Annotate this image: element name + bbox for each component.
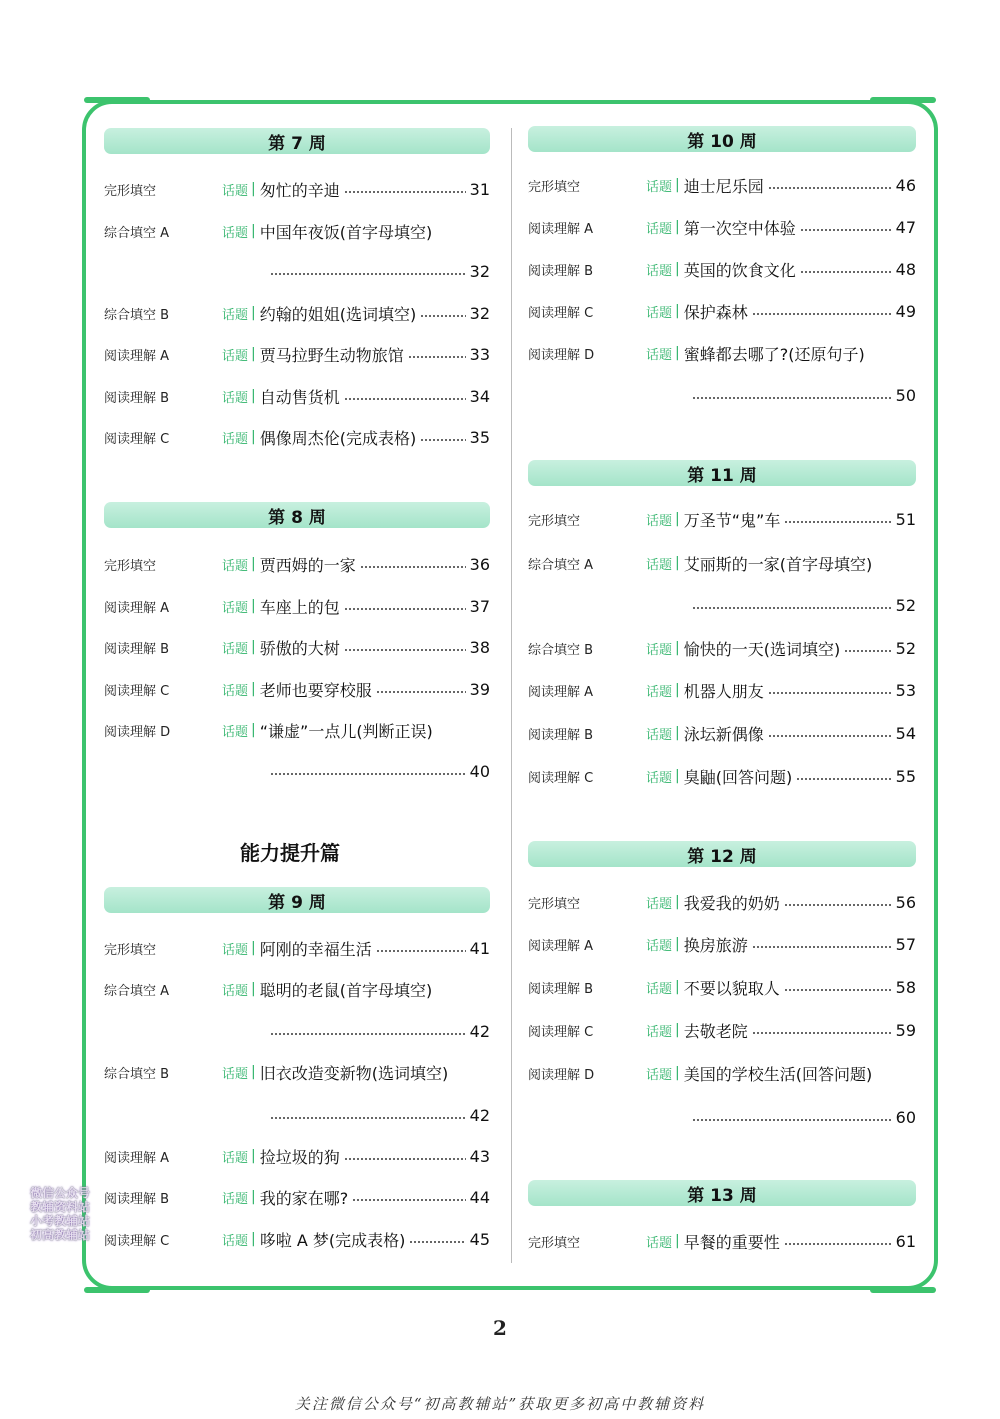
entry-title: 第一次空中体验 xyxy=(683,218,796,238)
page-ref: 41 xyxy=(469,938,490,958)
topic-tag: 话题 xyxy=(222,1191,249,1207)
page-ref: 49 xyxy=(895,301,916,321)
tag-separator: | xyxy=(675,979,680,995)
entry-title: 自动售货机 xyxy=(259,387,340,407)
entry-title: 去敬老院 xyxy=(683,1021,748,1041)
toc-entry xyxy=(528,1060,916,1086)
column-divider xyxy=(511,128,512,1263)
page-ref: 44 xyxy=(469,1187,490,1207)
tag-separator: | xyxy=(675,261,680,277)
toc-entry xyxy=(528,635,916,661)
page-ref: 60 xyxy=(895,1107,916,1127)
tag-separator: | xyxy=(251,1231,256,1247)
week-7-header xyxy=(104,128,490,154)
toc-entry xyxy=(528,677,916,703)
week-11-header xyxy=(528,460,916,486)
topic-tag: 话题 xyxy=(646,938,673,954)
toc-entry xyxy=(528,720,916,746)
section-title: 能力提升篇 xyxy=(240,841,340,865)
topic-tag: 话题 xyxy=(646,513,673,529)
exercise-type: 完形填空 xyxy=(528,1235,581,1251)
toc-entry xyxy=(528,974,916,1000)
topic-tag: 话题 xyxy=(646,727,673,743)
exercise-type: 阅读理解 C xyxy=(104,431,170,447)
entry-title: 万圣节“鬼”车 xyxy=(683,510,781,530)
exercise-type: 阅读理解 B xyxy=(528,981,594,997)
entry-title: 旧衣改造变新物(选词填空) xyxy=(259,1063,449,1083)
topic-tag: 话题 xyxy=(646,1024,673,1040)
tag-separator: | xyxy=(675,894,680,910)
toc-entry xyxy=(104,341,490,367)
exercise-type: 阅读理解 B xyxy=(104,390,170,406)
entry-title: 换房旅游 xyxy=(683,935,748,955)
entry-title: 不要以貌取人 xyxy=(683,978,780,998)
leader-dots xyxy=(376,950,466,952)
leader-dots xyxy=(344,398,466,400)
topic-tag: 话题 xyxy=(222,183,249,199)
entry-title: 愉快的一天(选词填空) xyxy=(683,639,841,659)
tag-separator: | xyxy=(675,219,680,235)
page-ref: 39 xyxy=(469,679,490,699)
exercise-type: 阅读理解 C xyxy=(528,1024,594,1040)
leader-dots xyxy=(270,273,466,275)
toc-entry xyxy=(528,1017,916,1043)
entry-title: 约翰的姐姐(选词填空) xyxy=(259,304,417,324)
page-ref: 52 xyxy=(895,595,916,615)
toc-entry xyxy=(104,935,490,961)
toc-entry xyxy=(104,424,490,450)
exercise-type: 阅读理解 B xyxy=(528,727,594,743)
tag-separator: | xyxy=(251,639,256,655)
page-ref: 31 xyxy=(469,179,490,199)
page-ref: 42 xyxy=(469,1021,490,1041)
toc-entry xyxy=(528,256,916,282)
toc-entry xyxy=(528,298,916,324)
leader-dots xyxy=(409,1241,465,1243)
page-ref: 47 xyxy=(895,217,916,237)
entry-title: 保护森林 xyxy=(683,302,748,322)
toc-entry xyxy=(104,1059,490,1085)
toc-entry xyxy=(528,931,916,957)
leader-dots xyxy=(420,439,465,441)
toc-entry xyxy=(104,300,490,326)
tag-separator: | xyxy=(251,181,256,197)
entry-title: 泳坛新偶像 xyxy=(683,724,764,744)
toc-entry xyxy=(104,1184,490,1210)
toc-entry xyxy=(104,593,490,619)
leader-dots xyxy=(784,904,892,906)
toc-entry xyxy=(104,176,490,202)
exercise-type: 阅读理解 A xyxy=(528,684,594,700)
page-ref: 45 xyxy=(469,1229,490,1249)
entry-title: 阿刚的幸福生活 xyxy=(259,939,372,959)
page-ref: 34 xyxy=(469,386,490,406)
tag-separator: | xyxy=(251,722,256,738)
tag-separator: | xyxy=(675,555,680,571)
topic-tag: 话题 xyxy=(646,1235,673,1251)
exercise-type: 阅读理解 C xyxy=(528,305,594,321)
tag-separator: | xyxy=(675,177,680,193)
page-ref: 33 xyxy=(469,344,490,364)
entry-title: 骄傲的大树 xyxy=(259,638,340,658)
toc-entry xyxy=(528,172,916,198)
toc-entry xyxy=(528,550,916,576)
toc-entry xyxy=(528,1228,916,1254)
leader-dots xyxy=(800,229,892,231)
week-10-header xyxy=(528,126,916,152)
topic-tag: 话题 xyxy=(222,683,249,699)
entry-title: 艾丽斯的一家(首字母填空) xyxy=(683,554,873,574)
tag-separator: | xyxy=(675,936,680,952)
tag-separator: | xyxy=(251,429,256,445)
topic-tag: 话题 xyxy=(222,1233,249,1249)
tag-separator: | xyxy=(251,223,256,239)
topic-tag: 话题 xyxy=(222,431,249,447)
page-ref: 36 xyxy=(469,554,490,574)
topic-tag: 话题 xyxy=(222,600,249,616)
entry-title: 我的家在哪? xyxy=(259,1188,349,1208)
exercise-type: 完形填空 xyxy=(528,896,581,912)
footer-note: 关注微信公众号“初高教辅站”获取更多初高中教辅资料 xyxy=(294,1395,706,1413)
toc-entry-continuation xyxy=(270,1102,490,1128)
topic-tag: 话题 xyxy=(222,942,249,958)
leader-dots xyxy=(768,692,892,694)
page-ref: 59 xyxy=(895,1020,916,1040)
topic-tag: 话题 xyxy=(646,263,673,279)
leader-dots xyxy=(768,187,892,189)
leader-dots xyxy=(796,778,891,780)
week-8-header xyxy=(104,502,490,528)
topic-tag: 话题 xyxy=(222,348,249,364)
exercise-type: 完形填空 xyxy=(528,513,581,529)
exercise-type: 完形填空 xyxy=(104,183,157,199)
page-ref: 56 xyxy=(895,892,916,912)
entry-title: 机器人朋友 xyxy=(683,681,764,701)
entry-title: 美国的学校生活(回答问题) xyxy=(683,1064,873,1084)
topic-tag: 话题 xyxy=(646,347,673,363)
tag-separator: | xyxy=(251,346,256,362)
page-ref: 35 xyxy=(469,427,490,447)
tag-separator: | xyxy=(251,1189,256,1205)
tag-separator: | xyxy=(251,681,256,697)
leader-dots xyxy=(344,191,466,193)
week-9-header xyxy=(104,887,490,913)
page-ref: 48 xyxy=(895,259,916,279)
topic-tag: 话题 xyxy=(222,724,249,740)
tag-separator: | xyxy=(675,1065,680,1081)
tag-separator: | xyxy=(675,303,680,319)
topic-tag: 话题 xyxy=(646,981,673,997)
leader-dots xyxy=(768,735,892,737)
toc-entry xyxy=(104,551,490,577)
week-8-label: 第 8 周 xyxy=(268,507,326,528)
right-column xyxy=(528,0,916,1419)
topic-tag: 话题 xyxy=(646,305,673,321)
tag-separator: | xyxy=(251,598,256,614)
page-ref: 40 xyxy=(469,761,490,781)
topic-tag: 话题 xyxy=(222,1150,249,1166)
leader-dots xyxy=(784,521,891,523)
leader-dots xyxy=(752,946,892,948)
toc-entry-continuation xyxy=(692,592,916,618)
week-10-label: 第 10 周 xyxy=(687,131,757,152)
leader-dots xyxy=(784,1243,892,1245)
tag-separator: | xyxy=(675,1233,680,1249)
exercise-type: 阅读理解 C xyxy=(528,770,594,786)
leader-dots xyxy=(420,315,465,317)
leader-dots xyxy=(270,1033,466,1035)
leader-dots xyxy=(752,313,892,315)
page-ref: 54 xyxy=(895,723,916,743)
leader-dots xyxy=(692,1119,892,1121)
leader-dots xyxy=(800,271,892,273)
exercise-type: 综合填空 A xyxy=(104,225,170,241)
topic-tag: 话题 xyxy=(222,225,249,241)
week-12-header xyxy=(528,841,916,867)
leader-dots xyxy=(692,397,892,399)
tag-separator: | xyxy=(251,981,256,997)
page-ref: 46 xyxy=(895,175,916,195)
tag-separator: | xyxy=(251,388,256,404)
week-9-label: 第 9 周 xyxy=(268,892,326,913)
page-ref: 32 xyxy=(469,261,490,281)
toc-entry xyxy=(104,634,490,660)
toc-entry xyxy=(104,717,490,743)
exercise-type: 阅读理解 A xyxy=(528,221,594,237)
page-ref: 53 xyxy=(895,680,916,700)
entry-title: 车座上的包 xyxy=(259,597,340,617)
exercise-type: 阅读理解 C xyxy=(104,1233,170,1249)
left-column xyxy=(104,0,490,1419)
leader-dots xyxy=(408,356,466,358)
leader-dots xyxy=(360,566,466,568)
toc-entry xyxy=(104,676,490,702)
page-ref: 52 xyxy=(895,638,916,658)
toc-entry xyxy=(528,214,916,240)
toc-entry xyxy=(104,1143,490,1169)
exercise-type: 综合填空 A xyxy=(528,557,594,573)
tag-separator: | xyxy=(675,640,680,656)
exercise-type: 阅读理解 A xyxy=(104,1150,170,1166)
tag-separator: | xyxy=(675,345,680,361)
exercise-type: 综合填空 B xyxy=(104,1066,170,1082)
leader-dots xyxy=(844,650,891,652)
toc-entry-continuation xyxy=(270,758,490,784)
page-ref: 38 xyxy=(469,637,490,657)
toc-entry-continuation xyxy=(270,1018,490,1044)
tag-separator: | xyxy=(675,511,680,527)
week-13-label: 第 13 周 xyxy=(687,1185,757,1206)
week-13-header xyxy=(528,1180,916,1206)
entry-title: 中国年夜饭(首字母填空) xyxy=(259,222,433,242)
entry-title: 贾马拉野生动物旅馆 xyxy=(259,345,404,365)
topic-tag: 话题 xyxy=(222,1066,249,1082)
toc-entry xyxy=(104,218,490,244)
entry-title: “谦虚”一点儿(判断正误) xyxy=(259,721,433,741)
toc-entry xyxy=(528,763,916,789)
topic-tag: 话题 xyxy=(646,684,673,700)
tag-separator: | xyxy=(251,556,256,572)
toc-entry-continuation xyxy=(270,258,490,284)
entry-title: 早餐的重要性 xyxy=(683,1232,780,1252)
toc-entry-continuation xyxy=(692,1104,916,1130)
tag-separator: | xyxy=(251,1148,256,1164)
entry-title: 英国的饮食文化 xyxy=(683,260,796,280)
page-ref: 50 xyxy=(895,385,916,405)
exercise-type: 完形填空 xyxy=(104,558,157,574)
topic-tag: 话题 xyxy=(222,641,249,657)
entry-title: 捡垃圾的狗 xyxy=(259,1147,340,1167)
tag-separator: | xyxy=(675,682,680,698)
leader-dots xyxy=(344,608,466,610)
toc-entry xyxy=(104,383,490,409)
exercise-type: 阅读理解 B xyxy=(528,263,594,279)
entry-title: 我爱我的奶奶 xyxy=(683,893,780,913)
leader-dots xyxy=(344,649,466,651)
topic-tag: 话题 xyxy=(646,770,673,786)
topic-tag: 话题 xyxy=(222,558,249,574)
tag-separator: | xyxy=(675,725,680,741)
topic-tag: 话题 xyxy=(646,221,673,237)
topic-tag: 话题 xyxy=(222,983,249,999)
leader-dots xyxy=(270,1117,466,1119)
page-ref: 55 xyxy=(895,766,916,786)
exercise-type: 阅读理解 B xyxy=(104,641,170,657)
entry-title: 偶像周杰伦(完成表格) xyxy=(259,428,417,448)
exercise-type: 阅读理解 C xyxy=(104,683,170,699)
entry-title: 迪士尼乐园 xyxy=(683,176,764,196)
toc-entry xyxy=(528,340,916,366)
leader-dots xyxy=(376,691,466,693)
leader-dots xyxy=(344,1158,466,1160)
tag-separator: | xyxy=(675,768,680,784)
exercise-type: 综合填空 B xyxy=(528,642,594,658)
leader-dots xyxy=(752,1032,892,1034)
entry-title: 哆啦 A 梦(完成表格) xyxy=(259,1230,406,1250)
topic-tag: 话题 xyxy=(646,179,673,195)
topic-tag: 话题 xyxy=(646,642,673,658)
exercise-type: 阅读理解 D xyxy=(528,347,595,363)
watermark: 微信公众号 教辅资料站 小考教辅站 初高教辅站 xyxy=(30,1186,91,1242)
page-ref: 37 xyxy=(469,596,490,616)
leader-dots xyxy=(352,1199,465,1201)
week-11-label: 第 11 周 xyxy=(687,465,757,486)
exercise-type: 阅读理解 A xyxy=(104,348,170,364)
toc-entry-continuation xyxy=(692,382,916,408)
topic-tag: 话题 xyxy=(646,896,673,912)
page-ref: 42 xyxy=(469,1105,490,1125)
entry-title: 臭鼬(回答问题) xyxy=(683,767,793,787)
leader-dots xyxy=(784,989,892,991)
tag-separator: | xyxy=(251,940,256,956)
exercise-type: 阅读理解 D xyxy=(528,1067,595,1083)
exercise-type: 阅读理解 A xyxy=(528,938,594,954)
page-ref: 43 xyxy=(469,1146,490,1166)
leader-dots xyxy=(270,773,466,775)
exercise-type: 完形填空 xyxy=(104,942,157,958)
exercise-type: 阅读理解 A xyxy=(104,600,170,616)
page-number: 2 xyxy=(493,1316,507,1340)
page-ref: 51 xyxy=(895,509,916,529)
toc-entry xyxy=(528,506,916,532)
exercise-type: 综合填空 B xyxy=(104,307,170,323)
toc-entry xyxy=(528,889,916,915)
tag-separator: | xyxy=(251,1064,256,1080)
topic-tag: 话题 xyxy=(646,557,673,573)
exercise-type: 完形填空 xyxy=(528,179,581,195)
page-ref: 32 xyxy=(469,303,490,323)
week-12-label: 第 12 周 xyxy=(687,846,757,867)
page-ref: 57 xyxy=(895,934,916,954)
topic-tag: 话题 xyxy=(222,307,249,323)
exercise-type: 阅读理解 D xyxy=(104,724,171,740)
entry-title: 匆忙的辛迪 xyxy=(259,180,340,200)
page-ref: 61 xyxy=(895,1231,916,1251)
entry-title: 老师也要穿校服 xyxy=(259,680,372,700)
entry-title: 聪明的老鼠(首字母填空) xyxy=(259,980,433,1000)
exercise-type: 综合填空 A xyxy=(104,983,170,999)
topic-tag: 话题 xyxy=(646,1067,673,1083)
toc-entry xyxy=(104,1226,490,1252)
tag-separator: | xyxy=(675,1022,680,1038)
exercise-type: 阅读理解 B xyxy=(104,1191,170,1207)
entry-title: 蜜蜂都去哪了?(还原句子) xyxy=(683,344,865,364)
tag-separator: | xyxy=(251,305,256,321)
leader-dots xyxy=(692,607,892,609)
entry-title: 贾西姆的一家 xyxy=(259,555,356,575)
topic-tag: 话题 xyxy=(222,390,249,406)
week-7-label: 第 7 周 xyxy=(268,133,326,154)
toc-entry xyxy=(104,976,490,1002)
page-ref: 58 xyxy=(895,977,916,997)
